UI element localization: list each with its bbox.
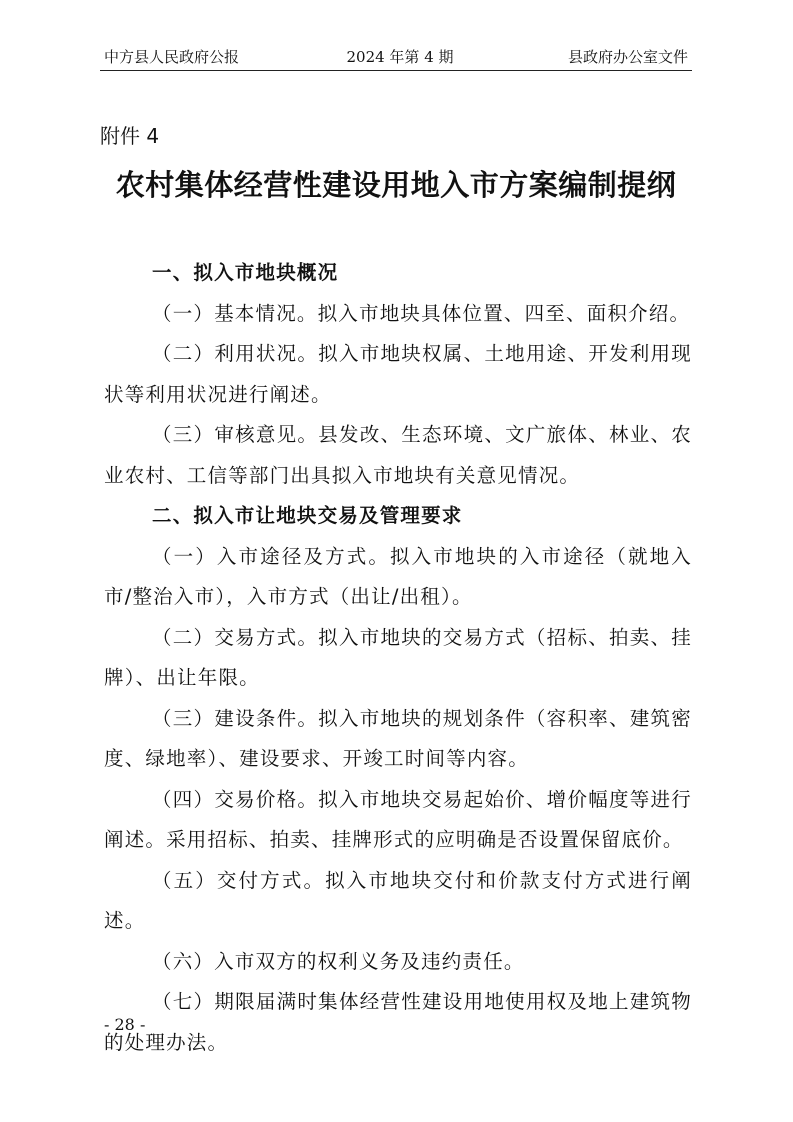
- paragraph: （二）交易方式。拟入市地块的交易方式（招标、拍卖、挂牌）、出让年限。: [104, 625, 692, 689]
- header-section-name: 县政府办公室文件: [567, 48, 688, 66]
- paragraph: （四）交易价格。拟入市地块交易起始价、增价幅度等进行阐述。采用招标、拍卖、挂牌形式的应明确是否设置保留底价。: [104, 787, 692, 851]
- paragraph: （七）期限届满时集体经营性建设用地使用权及地上建筑物的处理办法。: [104, 990, 692, 1054]
- paragraph: （三）审核意见。县发改、生态环境、文广旅体、林业、农业农村、工信等部门出具拟入市地块有关意见情况。: [104, 423, 692, 487]
- paragraph: （六）入市双方的权利义务及违约责任。: [152, 949, 525, 973]
- section-heading-1: 一、拟入市地块概况: [152, 261, 339, 284]
- document-title: 农村集体经营性建设用地入市方案编制提纲: [115, 168, 677, 202]
- paragraph: （五）交付方式。拟入市地块交付和价款支付方式进行阐述。: [104, 868, 692, 932]
- attachment-label: 附件 4: [100, 124, 160, 148]
- document-body: [104, 253, 692, 1063]
- header-divider: [100, 70, 692, 71]
- page-number: - 28 -: [104, 1015, 146, 1034]
- paragraph: （一）基本情况。拟入市地块具体位置、四至、面积介绍。: [152, 301, 691, 325]
- header-publication-name: 中方县人民政府公报: [104, 48, 240, 66]
- section-heading-2: 二、拟入市让地块交易及管理要求: [152, 504, 463, 527]
- header-issue-number: 2024 年第 4 期: [346, 48, 454, 66]
- paragraph: （二）利用状况。拟入市地块权属、土地用途、开发利用现状等利用状况进行阐述。: [104, 342, 692, 406]
- paragraph: （三）建设条件。拟入市地块的规划条件（容积率、建筑密度、绿地率）、建设要求、开竣工时间等内容。: [104, 706, 692, 770]
- paragraph: （一）入市途径及方式。拟入市地块的入市途径（就地入市/整治入市），入市方式（出让/出租）。: [104, 544, 692, 608]
- running-header: [100, 44, 692, 70]
